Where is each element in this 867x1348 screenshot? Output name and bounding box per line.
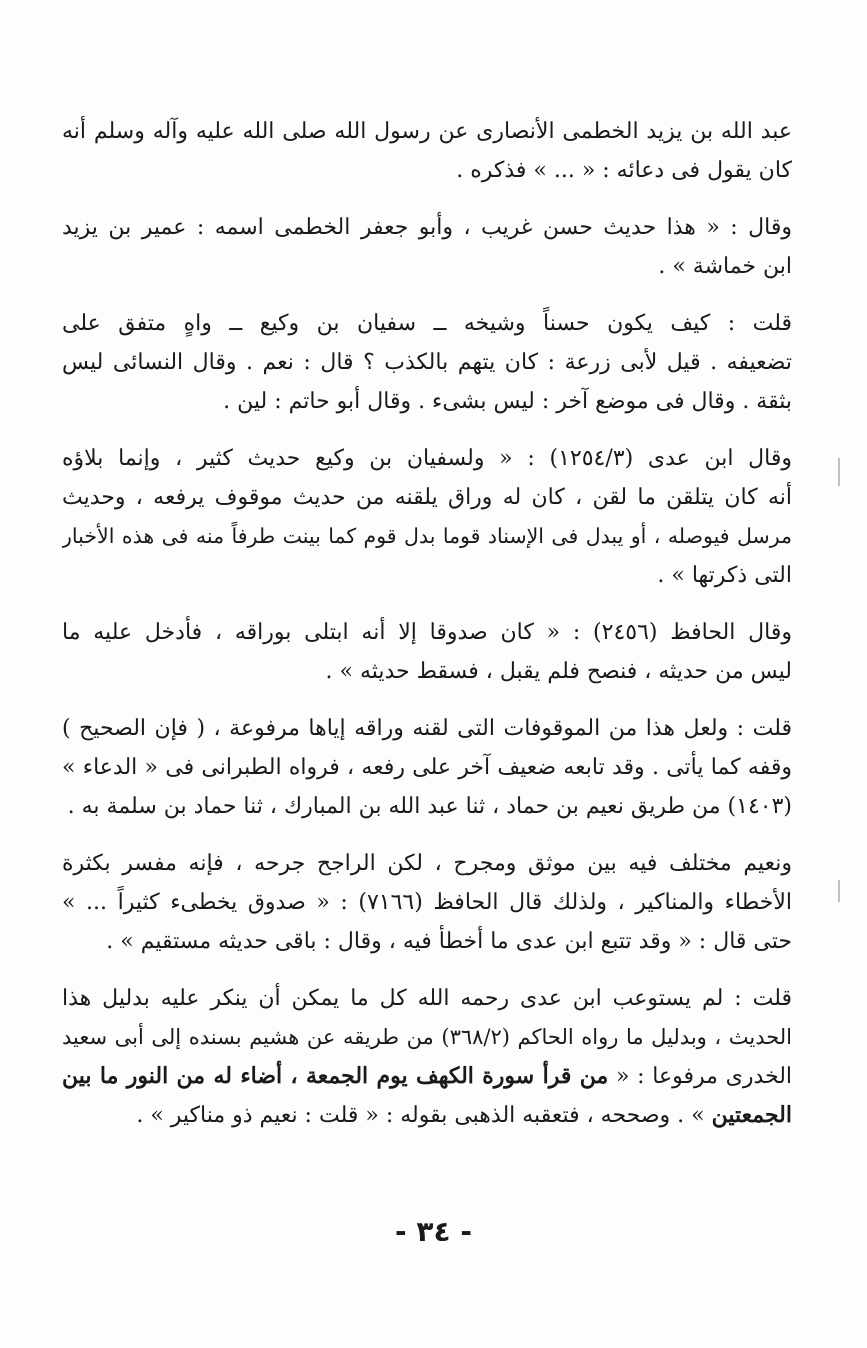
paragraph — [62, 304, 792, 421]
text-line: ليس من حديثه ، فنصح فلم يقبل ، فسقط حديثه » . — [325, 659, 792, 684]
text-line: قلت : ولعل هذا من الموقوفات التى لقنه وراقه إياها مرفوعة ، ( فإن الصحيح ) — [62, 716, 792, 741]
text-line: عبد الله بن يزيد الخطمى الأنصارى عن رسول الله صلى الله عليه وآله وسلم أنه — [62, 119, 792, 144]
paragraph — [62, 613, 792, 691]
paragraph — [62, 439, 792, 595]
text-line: وقال الحافظ (٢٤٥٦) : « كان صدوقا إلا أنه ابتلى بوراقه ، فأدخل عليه ما — [62, 620, 792, 645]
text-line: الحديث ، وبدليل ما رواه الحاكم (٣٦٨/٢) من طريقه عن هشيم بسنده إلى أبى سعيد — [62, 1025, 792, 1049]
paragraph — [62, 709, 792, 826]
text-line: مرسل فيوصله ، أو يبدل فى الإسناد قوما بدل قوم كما بينت طرفاً منه فى هذه الأخبار — [62, 524, 792, 548]
text-line: بثقة . وقال فى موضع آخر : ليس بشىء . وقال أبو حاتم : لين . — [223, 389, 792, 414]
body-text — [62, 112, 792, 1153]
page-number: - ٣٤ - — [395, 1215, 472, 1248]
text-line: أنه كان يتلقن ما لقن ، كان له وراق يلقنه من حديث موقوف يرفعه ، وحديث — [62, 485, 792, 510]
paragraph — [62, 112, 792, 190]
text-line: حتى قال : « وقد تتبع ابن عدى ما أخطأ فيه ، وقال : باقى حديثه مستقيم » . — [106, 929, 792, 954]
text-line: الأخطاء والمناكير ، ولذلك قال الحافظ (٧١٦٦) : « صدوق يخطىء كثيراً ... » — [62, 890, 792, 915]
text-line: قلت : كيف يكون حسناً وشيخه ــ سفيان بن وكيع ــ واهٍ متفق على — [62, 311, 792, 336]
margin-pencil-mark — [838, 880, 840, 902]
text-line: قلت : لم يستوعب ابن عدى رحمه الله كل ما يمكن أن ينكر عليه بدليل هذا — [62, 986, 792, 1011]
text-line: الجمعتين » . وصححه ، فتعقبه الذهبى بقوله : « قلت : نعيم ذو مناكير » . — [136, 1102, 792, 1128]
margin-pencil-mark — [838, 458, 840, 486]
text-line: التى ذكرتها » . — [657, 563, 792, 588]
text-line: وقال : « هذا حديث حسن غريب ، وأبو جعفر الخطمى اسمه : عمير بن يزيد — [62, 215, 792, 240]
text-line: ابن خماشة » . — [658, 254, 792, 279]
paragraph — [62, 208, 792, 286]
hadith-quote-start: من قرأ سورة الكهف يوم الجمعة ، أضاء له من النور ما بين — [62, 1063, 609, 1089]
text-line: وقال ابن عدى (١٢٥٤/٣) : « ولسفيان بن وكيع حديث كثير ، وإنما بلاؤه — [62, 446, 792, 471]
paragraph — [62, 979, 792, 1135]
text-line: وقفه كما يأتى . وقد تابعه ضعيف آخر على رفعه ، فرواه الطبرانى فى « الدعاء » — [62, 755, 792, 780]
hadith-quote-end: الجمعتين — [711, 1102, 792, 1128]
text-line: كان يقول فى دعائه : « ... » فذكره . — [456, 158, 792, 183]
text-line: ونعيم مختلف فيه بين موثق ومجرح ، لكن الراجح جرحه ، فإنه مفسر بكثرة — [62, 851, 792, 876]
text-line: (١٤٠٣) من طريق نعيم بن حماد ، ثنا عبد الله بن المبارك ، ثنا حماد بن سلمة به . — [67, 794, 792, 819]
text-line: الخدرى مرفوعا : « من قرأ سورة الكهف يوم الجمعة ، أضاء له من النور ما بين — [62, 1063, 792, 1089]
text-line: تضعيفه . قيل لأبى زرعة : كان يتهم بالكذب ؟ قال : نعم . وقال النسائى ليس — [62, 350, 792, 375]
paragraph — [62, 844, 792, 961]
